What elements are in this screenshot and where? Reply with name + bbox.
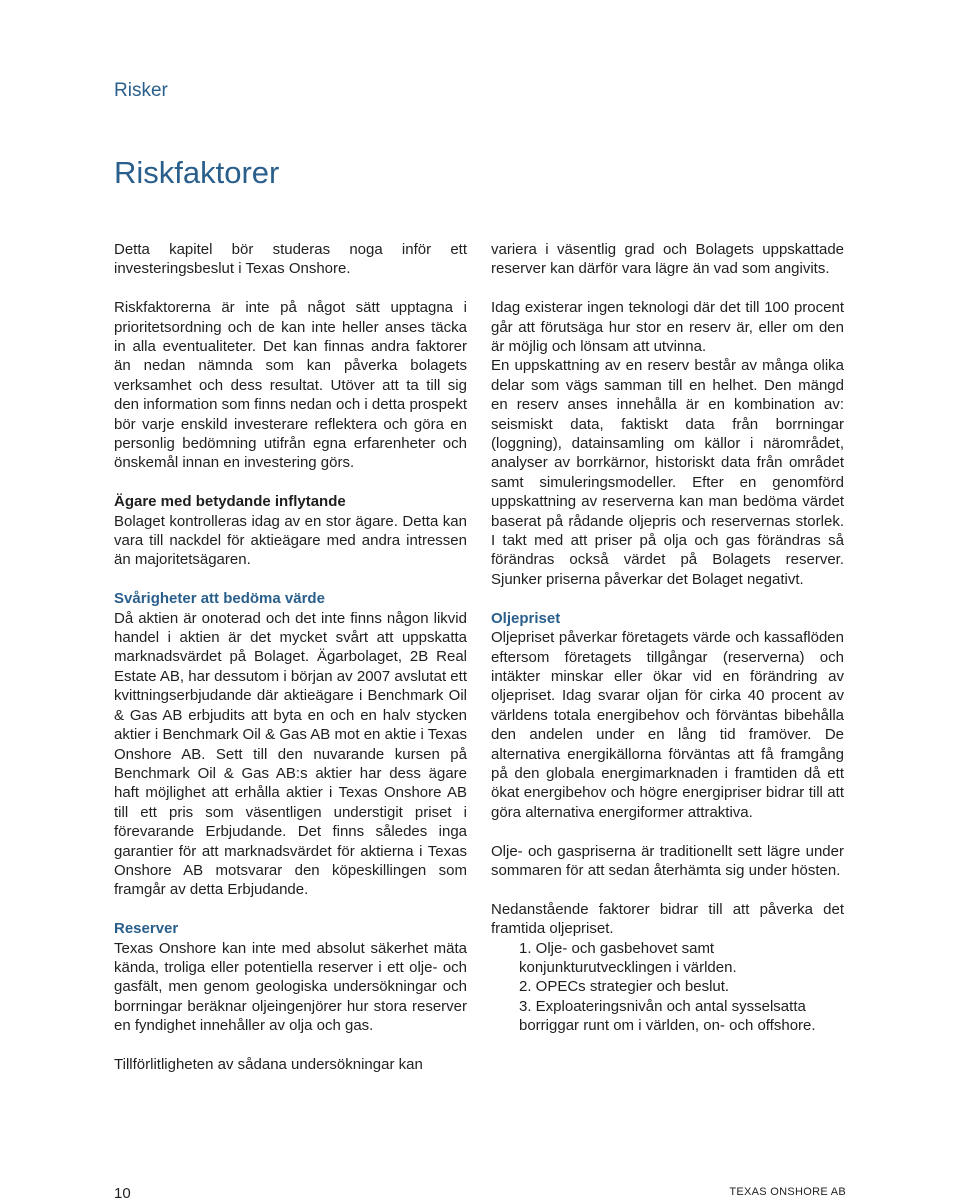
technology-paragraph: Idag existerar ingen teknologi där det till 100 procent går att förutsäga hur stor en reserv är, eller om den är möjlig och lönsam att utvinna. [491,299,844,356]
gas-season-paragraph: Olje- och gaspriserna är traditionellt sett lägre under sommaren för att sedan återhämta sig under hösten. [491,842,844,879]
intro-paragraph: Detta kapitel bör studeras noga inför ett investeringsbeslut i Texas Onshore. [114,241,467,278]
section-label: Risker [114,80,168,101]
valuation-paragraph: Då aktien är onoterad och det inte finns någon likvid handel i aktien är det mycket svårt att uppskatta marknadsvärdet på Bolaget. Ägarbolaget, 2B Real Estate AB, har dessutom i början av 2007 avslutat ett kvittningserbjudande där aktieägare i Benchmark Oil & Gas AB erbjudits att byta en och en halv stycken aktier i Benchmark Oil & Gas AB mot en aktie i Texas Onshore AB. Sett till den nuvarande kursen på Benchmark Oil & Gas AB:s aktier har dess ägare haft möjlighet att erhålla aktier i Texas Onshore AB till ett pris som väsentligen understigit priset i förevarande Erbjudande. Det finns således inga garantier för att marknadsvärdet för aktierna i Texas Onshore AB motsvarar den köpeskillingen som framgår av detta Erbjudande. [114,609,467,899]
factor-item: 2. OPECs strategier och beslut. [519,978,730,996]
continuation-paragraph: variera i väsentlig grad och Bolagets uppskattade reserver kan därför vara lägre än vad som angivits. [491,241,844,278]
oil-price-heading: Oljepriset [491,609,561,627]
owners-paragraph: Bolaget kontrolleras idag av en stor ägare. Detta kan vara till nackdel för aktieägare med andra intressen än majoritetsägaren. [114,512,467,569]
factor-item: 1. Olje- och gasbehovet samt konjunkturutvecklingen i världen. [519,939,737,976]
estimate-paragraph: En uppskattning av en reserv består av många olika delar som vägs samman till en helhet. Den mängd en reserv anses innehålla är en kombination av: seismiskt data, faktiskt data från borrningar (loggning), datainsamling om källor i närområdet, analyser av borrkärnor, historiskt data från området samt simuleringsmodeller. Efter en genomförd uppskattning av reserverna kan man bedöma värdet baserat på rådande oljepris och reservernas storlek. I takt med att priser på olja och gas förändras så förändras också värdet på Bolagets reserver. Sjunker priserna påverkar det Bolaget negativt. [491,357,844,588]
page-number: 10 [114,1185,131,1202]
left-column [114,240,467,1094]
reserves-heading: Reserver [114,920,179,938]
risk-factors-paragraph: Riskfaktorerna är inte på något sätt upptagna i prioritetsordning och de kan inte heller anses täcka in alla eventualiteter. Det kan finnas andra faktorer än nedan nämnda som kan påverka bolagets verksamhet och dess resultat. Utöver att ta till sig den information som finns nedan och i detta prospekt bör varje enskild investerare reflektera och göra en personlig bedömning utifrån egna erfarenheter och önskemål innan en investering görs. [114,299,467,472]
reserves-paragraph: Texas Onshore kan inte med absolut säkerhet mäta kända, troliga eller potentiella reserver i ett olje- och gasfält, men genom geologiska undersökningar och borrningar beräknar oljeingenjörer hur stora reserver en fyndighet innehåller av olja och gas. [114,939,467,1035]
company-name: TEXAS ONSHORE AB [729,1186,846,1198]
owners-heading: Ägare med betydande inflytande [114,493,346,511]
factor-item: 3. Exploateringsnivån och antal sysselsatta borriggar runt om i världen, on- och offshore. [519,997,816,1035]
right-column [491,240,844,1036]
oil-price-paragraph: Oljepriset påverkar företagets värde och kassaflöden eftersom företagets tillgångar (reserverna) och intäkter minskar eller ökar vid en förändring av oljepriset. Idag svarar oljan för cirka 40 procent av världens totala energibehov och förväntas bibehålla den andelen under en lång tid framöver. De alternativa energikällorna förväntas att få framgång på den globala energimarknaden i framtiden då ett ökat energibehov och högre energipriser bidrar till att göra alternativa energiformer attraktiva. [491,629,844,821]
reliability-paragraph: Tillförlitligheten av sådana undersökningar kan [114,1055,423,1073]
factors-list [491,939,844,1036]
factors-intro: Nedanstående faktorer bidrar till att påverka det framtida oljepriset. [491,900,844,938]
page-title: Riskfaktorer [114,155,280,190]
valuation-heading: Svårigheter att bedöma värde [114,590,325,608]
